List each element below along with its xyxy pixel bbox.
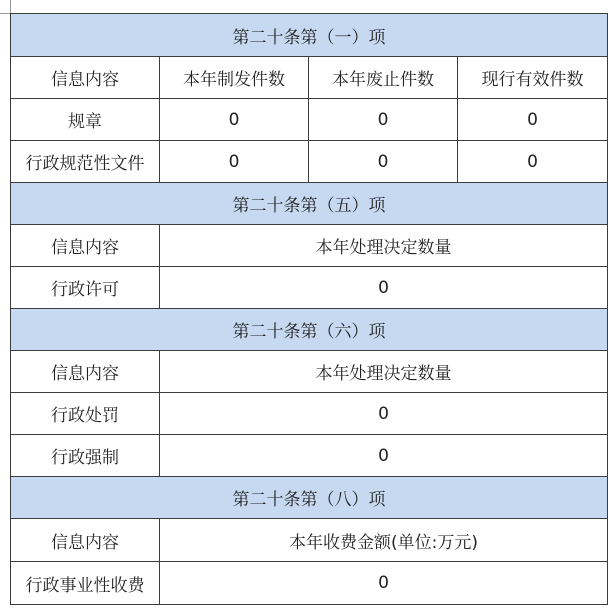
section-title: 第二十条第（六）项: [11, 309, 608, 351]
effective-value: 0: [458, 99, 608, 141]
corner-mark-vertical: [10, 0, 11, 13]
row-value: 0: [160, 393, 608, 435]
column-header-row: [11, 225, 608, 267]
disclosure-table: [10, 13, 608, 605]
table-row: [11, 99, 608, 141]
row-label: 行政处罚: [11, 393, 160, 435]
effective-value: 0: [458, 141, 608, 183]
section-header-row: [11, 183, 608, 225]
header-info-content: 信息内容: [11, 519, 160, 562]
header-info-content: 信息内容: [11, 57, 160, 99]
header-decision-count: 本年处理决定数量: [160, 225, 608, 267]
table-row: [11, 562, 608, 605]
issued-value: 0: [160, 99, 309, 141]
row-label: 行政事业性收费: [11, 562, 160, 605]
column-header-row: [11, 57, 608, 99]
row-value: 0: [160, 562, 608, 605]
issued-value: 0: [160, 141, 309, 183]
section-header-row: [11, 14, 608, 57]
repealed-value: 0: [309, 141, 458, 183]
row-label: 规章: [11, 99, 160, 141]
table-row: [11, 141, 608, 183]
column-header-row: [11, 519, 608, 562]
row-value: 0: [160, 267, 608, 309]
row-label: 行政强制: [11, 435, 160, 477]
table-row: [11, 267, 608, 309]
repealed-value: 0: [309, 99, 458, 141]
header-issued-count: 本年制发件数: [160, 57, 309, 99]
section-header-row: [11, 309, 608, 351]
header-effective-count: 现行有效件数: [458, 57, 608, 99]
header-info-content: 信息内容: [11, 351, 160, 393]
header-info-content: 信息内容: [11, 225, 160, 267]
section-title: 第二十条第（一）项: [11, 14, 608, 57]
row-value: 0: [160, 435, 608, 477]
row-label: 行政规范性文件: [11, 141, 160, 183]
row-label: 行政许可: [11, 267, 160, 309]
section-header-row: [11, 477, 608, 519]
header-decision-count: 本年处理决定数量: [160, 351, 608, 393]
section-title: 第二十条第（八）项: [11, 477, 608, 519]
header-fee-amount: 本年收费金额(单位:万元): [160, 519, 608, 562]
header-repealed-count: 本年废止件数: [309, 57, 458, 99]
column-header-row: [11, 351, 608, 393]
section-title: 第二十条第（五）项: [11, 183, 608, 225]
table-row: [11, 435, 608, 477]
table-row: [11, 393, 608, 435]
